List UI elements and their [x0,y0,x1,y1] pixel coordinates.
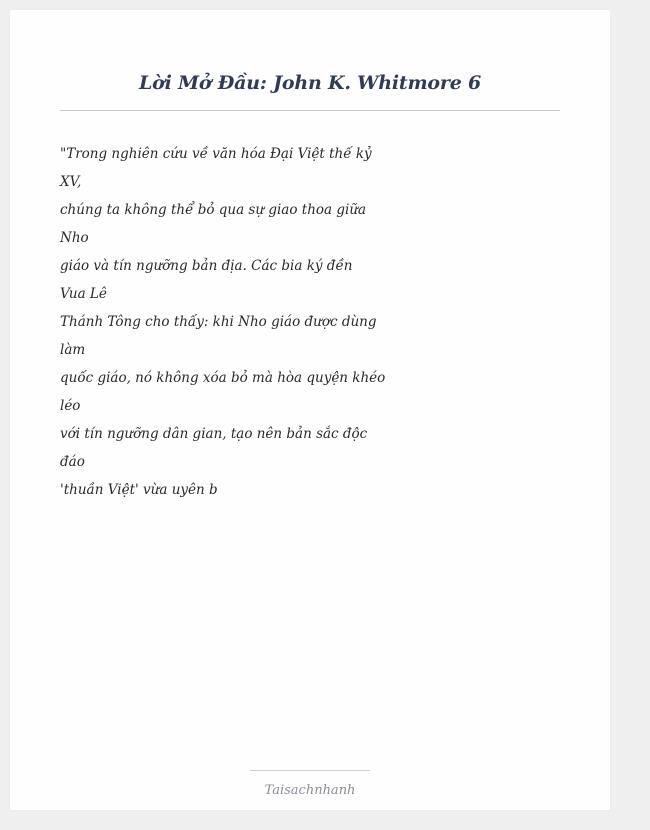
body-line: đáo [60,454,85,470]
body-line: XV, [60,174,82,190]
body-line: làm [60,342,86,358]
body-line: Thánh Tông cho thấy: khi Nho giáo được dùng [60,314,377,330]
title-divider [60,110,560,111]
body-line: Vua Lê [60,286,107,302]
body-line: chúng ta không thể bỏ qua sự giao thoa giữa [60,202,367,218]
body-text [60,140,386,504]
body-line: "Trong nghiên cứu về văn hóa Đại Việt thế kỷ [60,146,372,162]
body-line: quốc giáo, nó không xóa bỏ mà hòa quyện khéo [60,370,386,386]
footer-divider [250,770,370,771]
page-title: Lời Mở Đầu: John K. Whitmore 6 [138,72,482,94]
body-line: Nho [60,230,89,246]
body-line: giáo và tín ngưỡng bản địa. Các bia ký đền [60,258,353,274]
body-line: 'thuần Việt' vừa uyên b [60,482,218,498]
document-page [10,10,610,810]
body-line: với tín ngưỡng dân gian, tạo nên bản sắc độc [60,426,368,442]
footer-source: Taisachnhanh [264,783,356,798]
body-line: léo [60,398,81,414]
